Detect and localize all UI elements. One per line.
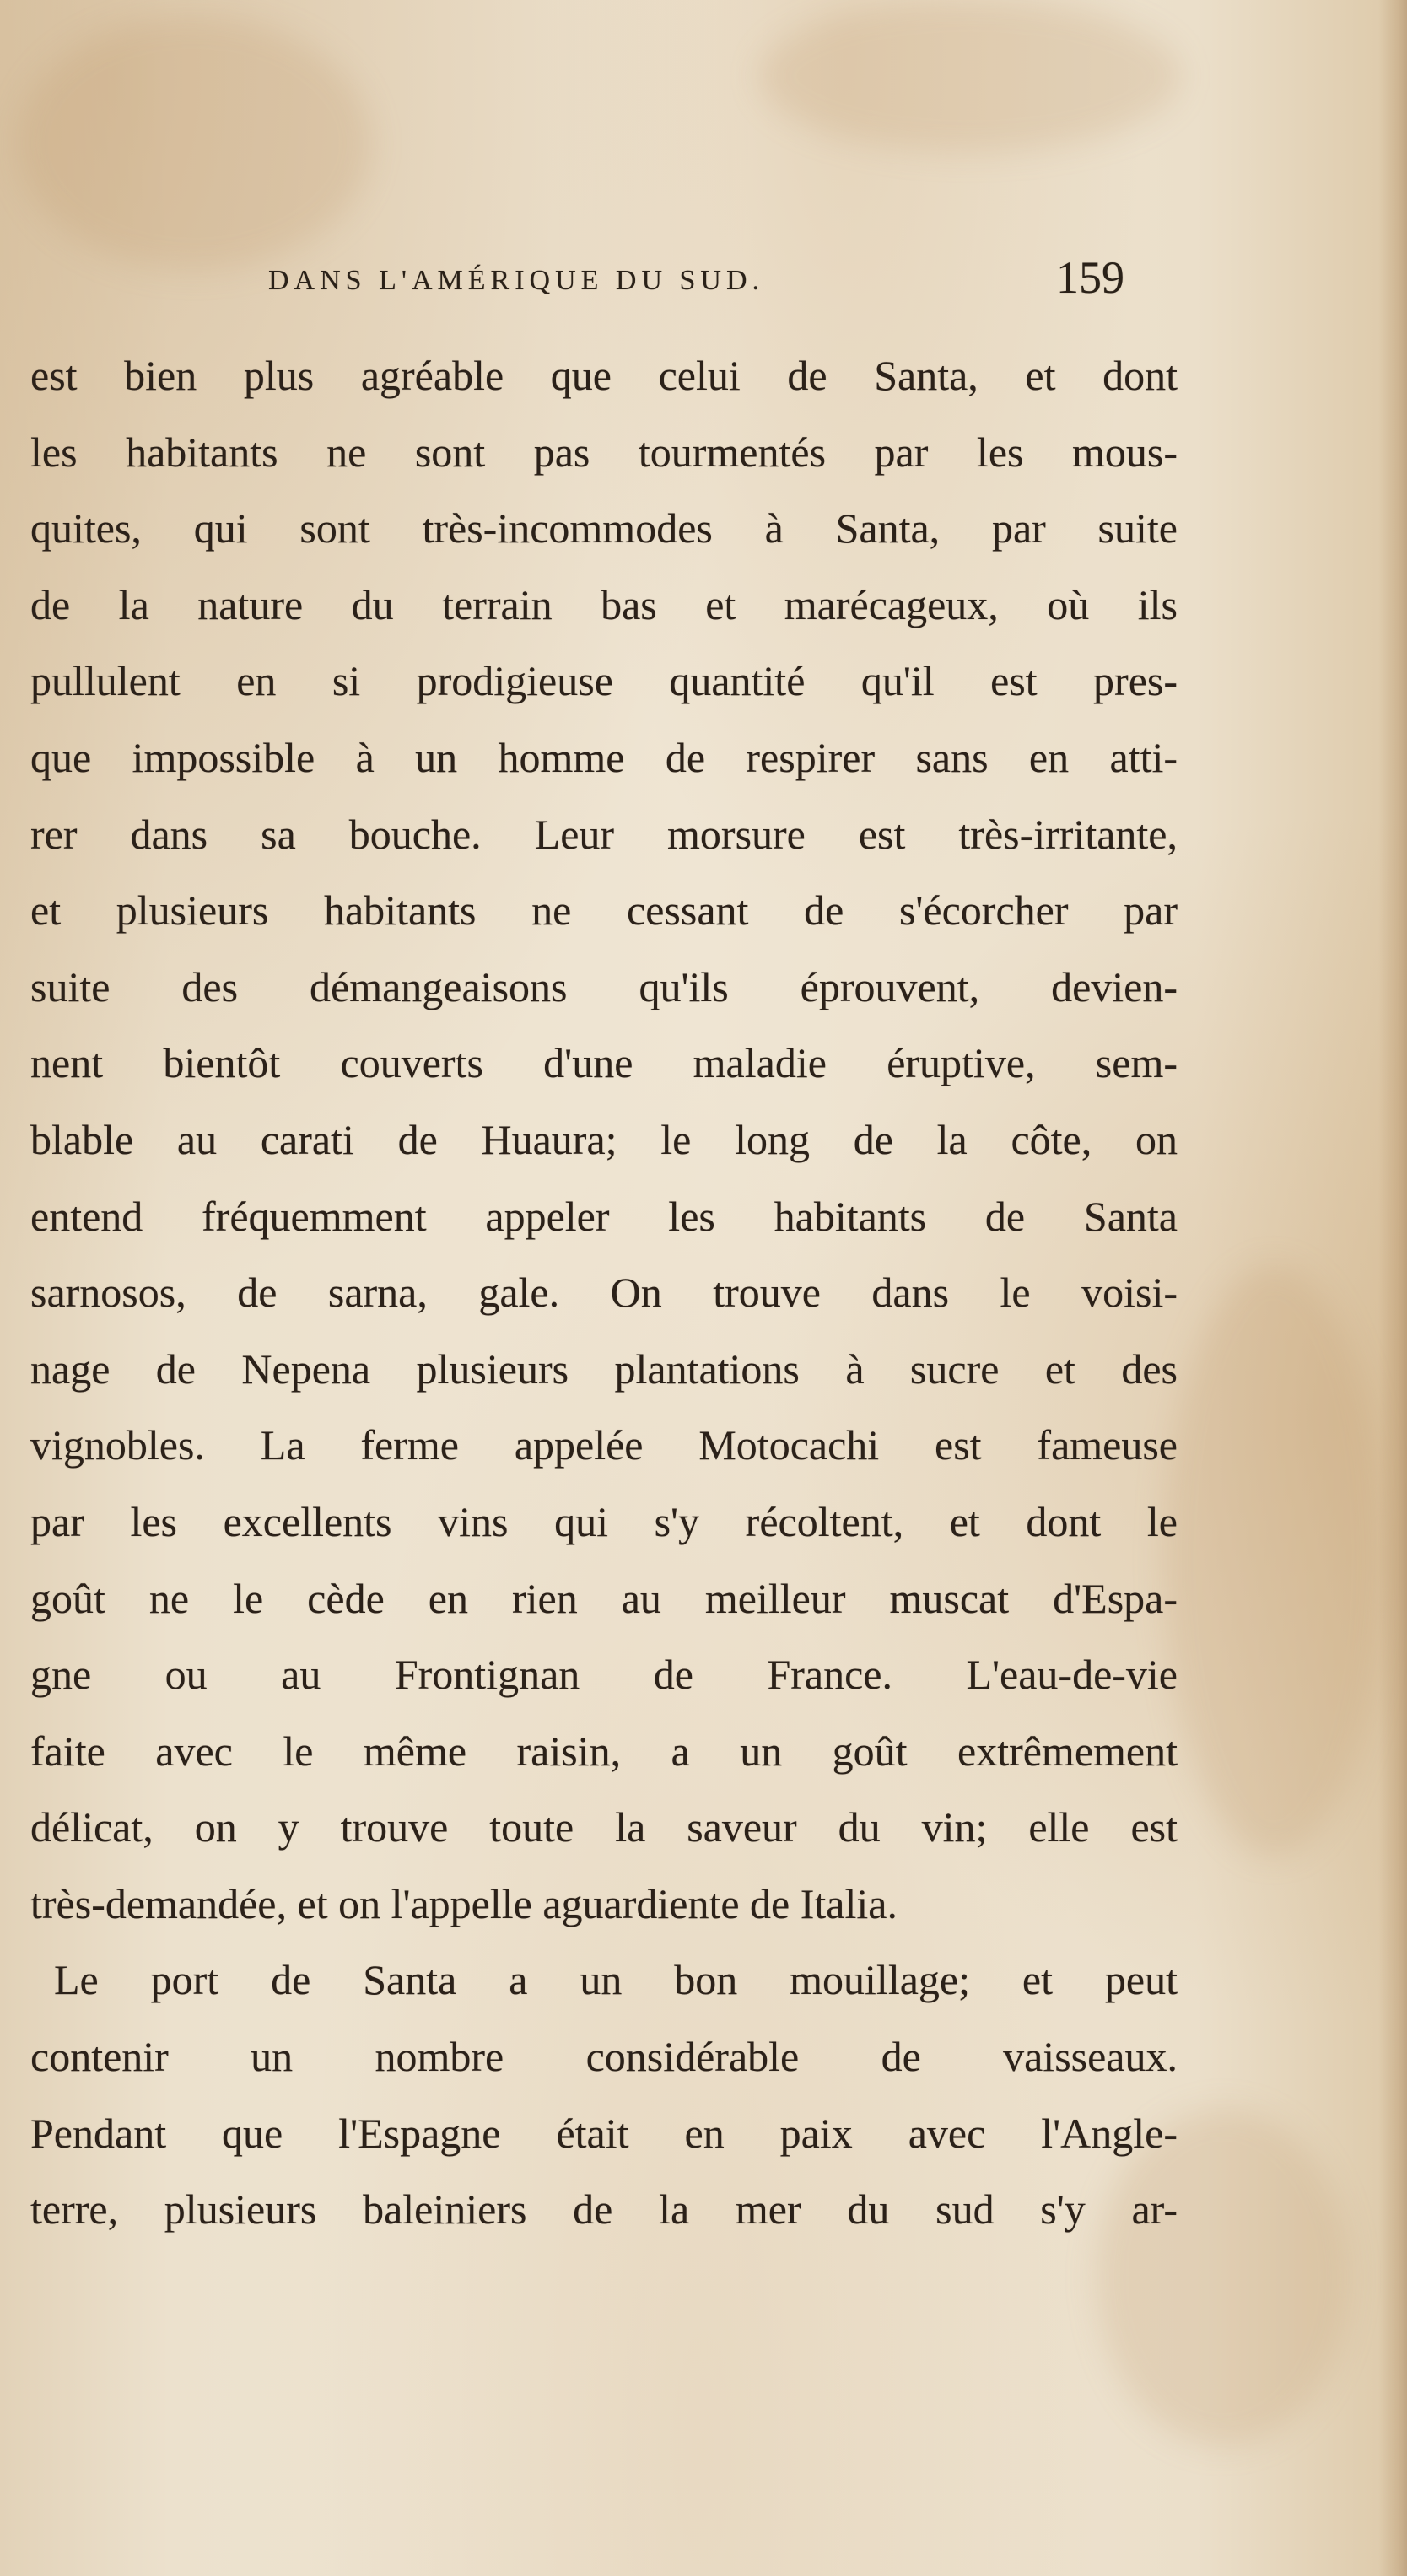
paper-stain <box>759 0 1181 152</box>
text-line: contenir un nombre considérable de vaisseaux. <box>30 2033 1178 2081</box>
running-head: DANS L'AMÉRIQUE DU SUD. <box>268 265 765 296</box>
text-line: que impossible à un homme de respirer sans en atti- <box>30 733 1178 781</box>
text-line: de la nature du terrain bas et marécageux, où ils <box>30 580 1178 628</box>
page-header <box>0 251 1407 319</box>
text-line: délicat, on y trouve toute la saveur du vin; elle est <box>30 1803 1178 1851</box>
text-line: les habitants ne sont pas tourmentés par les mous- <box>30 428 1178 476</box>
text-line: quites, qui sont très-incommodes à Santa, par suite <box>30 504 1178 552</box>
text-line: faite avec le même raisin, a un goût extrêmement <box>30 1727 1178 1775</box>
text-line: nage de Nepena plusieurs plantations à sucre et des <box>30 1345 1178 1393</box>
text-line: goût ne le cède en rien au meilleur muscat d'Espa- <box>30 1574 1178 1622</box>
page-edge-shadow <box>1378 0 1407 2576</box>
body-text <box>30 337 1178 2248</box>
text-line: très-demandée, et on l'appelle aguardiente de Italia. <box>30 1879 898 1927</box>
text-line: Pendant que l'Espagne était en paix avec l'Angle- <box>30 2109 1178 2157</box>
text-line: rer dans sa bouche. Leur morsure est très-irritante, <box>30 810 1178 858</box>
text-line: Le port de Santa a un bon mouillage; et peut <box>54 1956 1178 2004</box>
paper-stain <box>17 17 371 270</box>
text-line: et plusieurs habitants ne cessant de s'écorcher par <box>30 887 1178 935</box>
text-line: est bien plus agréable que celui de Santa, et dont <box>30 352 1178 399</box>
text-line: terre, plusieurs baleiniers de la mer du sud s'y ar- <box>30 2185 1178 2234</box>
text-line: sarnosos, de sarna, gale. On trouve dans le voisi- <box>30 1269 1178 1317</box>
text-line: blable au carati de Huaura; le long de la côte, on <box>30 1115 1178 1163</box>
text-line: vignobles. La ferme appelée Motocachi est fameuse <box>30 1421 1178 1469</box>
paper-stain <box>1164 1265 1383 1856</box>
text-line: gne ou au Frontignan de France. L'eau-de-vie <box>30 1651 1178 1699</box>
text-line: nent bientôt couverts d'une maladie éruptive, sem- <box>30 1039 1178 1087</box>
text-line: par les excellents vins qui s'y récoltent, et dont le <box>30 1497 1178 1545</box>
text-line: suite des démangeaisons qu'ils éprouvent, devien- <box>30 962 1178 1010</box>
text-line: entend fréquemment appeler les habitants de Santa <box>30 1192 1178 1240</box>
text-line: pullulent en si prodigieuse quantité qu'il est pres- <box>30 657 1178 705</box>
page-number: 159 <box>1056 252 1124 303</box>
